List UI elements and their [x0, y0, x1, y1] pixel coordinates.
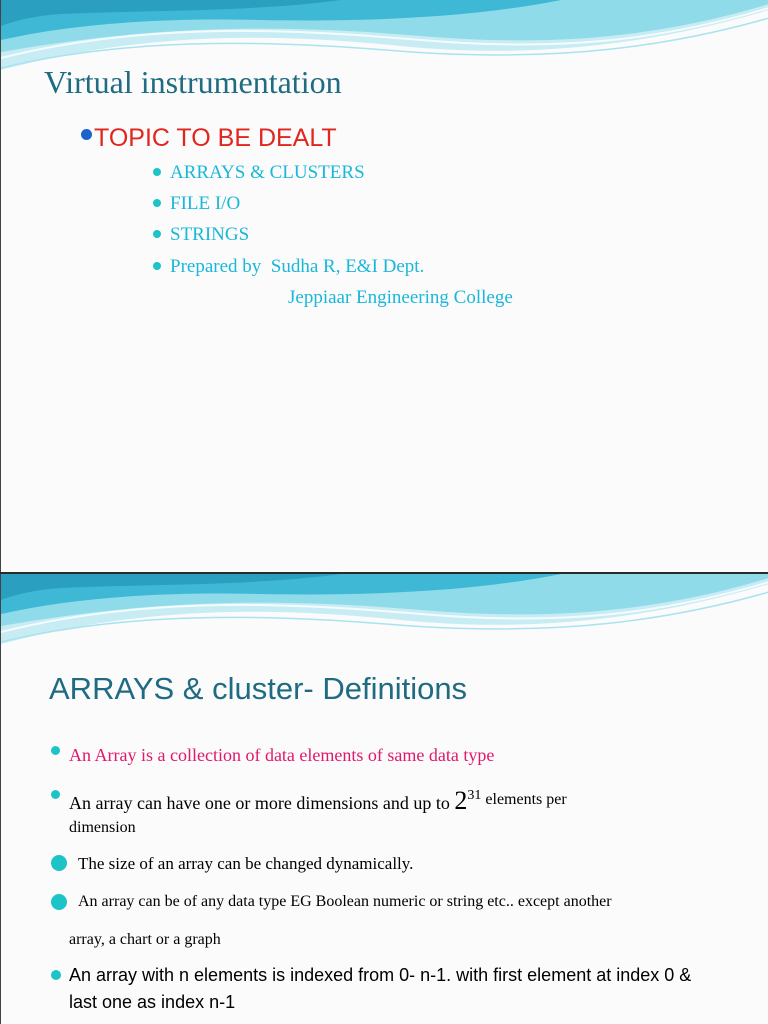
bullet-icon	[153, 168, 161, 176]
topic-item: ARRAYS & CLUSTERS	[170, 162, 365, 183]
bullet-icon	[153, 262, 161, 270]
header-wave-decoration	[1, 574, 768, 684]
definition-bullet: An array can be of any data type EG Boolean numeric or string etc.. except another	[78, 893, 612, 910]
definition-bullet: An array with n elements is indexed from 0- n-1. with first element at index 0 &	[69, 965, 692, 985]
bullet-icon	[81, 129, 92, 140]
definition-bullet: An Array is a collection of data elements of same data type	[69, 745, 495, 765]
definition-bullet: The size of an array can be changed dynamically.	[78, 854, 414, 873]
bullet-icon	[153, 199, 161, 207]
slide-title: Virtual instrumentation	[44, 64, 342, 100]
slide-2	[0, 574, 768, 1024]
topic-heading: TOPIC TO BE DEALT	[94, 124, 337, 152]
bullet-icon	[153, 230, 161, 238]
slide-title: ARRAYS & cluster- Definitions	[49, 671, 468, 706]
definition-text-line2: array, a chart or a graph	[69, 931, 221, 948]
power-exponent: 31	[467, 788, 482, 803]
topic-item: Prepared by Sudha R, E&I Dept.	[170, 256, 425, 277]
definition-text: An array can have one or more dimensions and up to	[69, 793, 455, 813]
definition-text-line2: dimension	[69, 819, 136, 836]
bullet-icon	[51, 894, 67, 910]
bullet-icon	[51, 790, 60, 799]
definition-text-line2: last one as index n-1	[69, 992, 236, 1012]
definition-bullet	[69, 786, 567, 816]
topic-item: STRINGS	[170, 224, 250, 245]
bullet-icon	[51, 746, 60, 755]
bullet-icon	[51, 970, 61, 980]
bullet-icon	[51, 855, 67, 871]
topic-item: FILE I/O	[170, 193, 241, 214]
definition-text: elements per	[481, 791, 567, 808]
college-name: Jeppiaar Engineering College	[288, 287, 513, 308]
power-base: 2	[454, 786, 468, 815]
